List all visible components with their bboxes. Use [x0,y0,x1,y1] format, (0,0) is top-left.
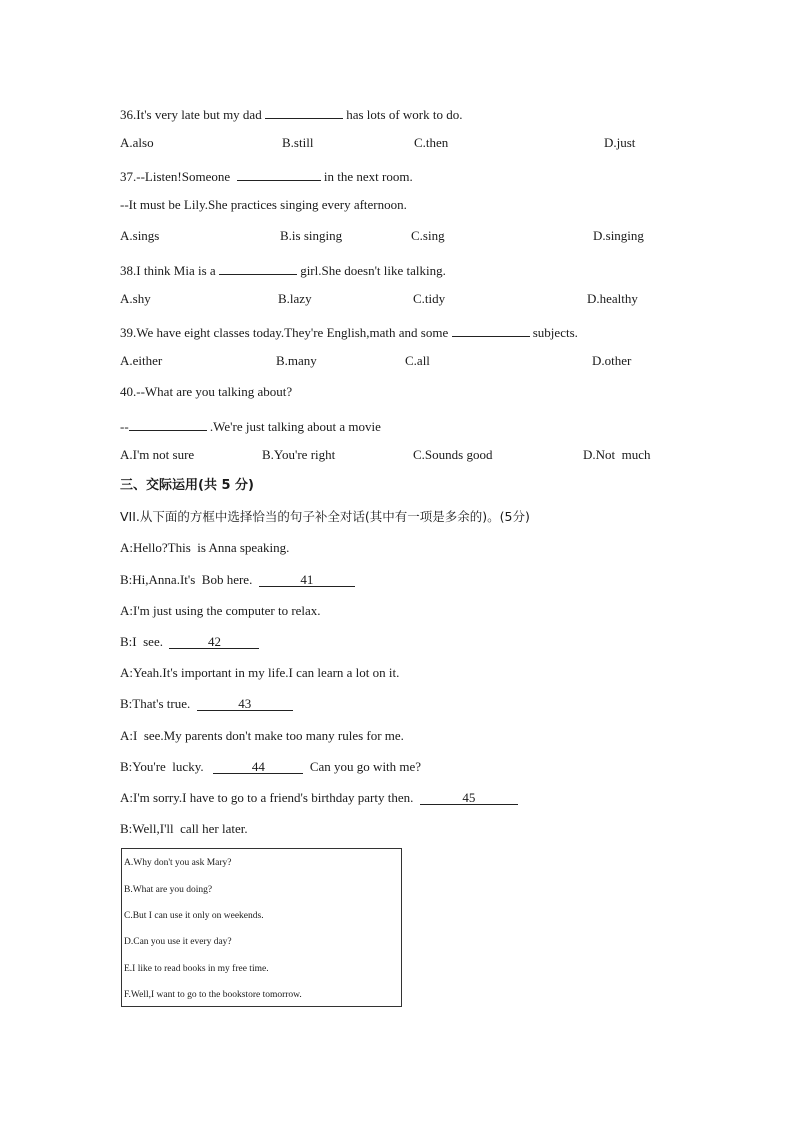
q40-reply-after: .We're just talking about a movie [206,419,381,434]
box-option-d[interactable]: D.Can you use it every day? [124,937,232,947]
question-40: 40.--What are you talking about? [120,384,293,399]
box-option-b[interactable]: B.What are you doing? [124,885,213,895]
q36-blank[interactable] [265,104,343,119]
q36-option-a[interactable]: A.also [120,135,154,150]
q37-option-b[interactable]: B.is singing [280,228,343,243]
dialogue-line-8 [120,759,421,775]
q37-option-a[interactable]: A.sings [120,228,160,243]
dialogue-line-6-text: B:That's true. [120,696,197,711]
question-39 [120,322,578,341]
q39-option-a[interactable]: A.either [120,353,163,368]
q40-reply [120,416,381,435]
q36-stem-before: 36.It's very late but my dad [120,107,265,122]
q36-option-b[interactable]: B.still [282,135,314,150]
dialogue-line-8-after: Can you go with me? [303,759,422,774]
q39-option-c[interactable]: C.all [405,353,430,368]
q40-blank[interactable] [129,416,207,431]
blank-45[interactable]: 45 [420,790,518,805]
dialogue-line-2-text: B:Hi,Anna.It's Bob here. [120,572,259,587]
box-option-f[interactable]: F.Well,I want to go to the bookstore tomorrow. [124,990,302,1000]
q40-option-a[interactable]: A.I'm not sure [120,447,195,462]
dialogue-line-6 [120,696,293,712]
question-38 [120,260,446,279]
q38-stem-after: girl.She doesn't like talking. [296,263,446,278]
q36-option-d[interactable]: D.just [604,135,636,150]
q38-blank[interactable] [219,260,297,275]
q40-option-d[interactable]: D.Not much [583,447,651,462]
options-box [121,848,402,1007]
q38-option-d[interactable]: D.healthy [587,291,638,306]
blank-43[interactable]: 43 [197,696,293,711]
q37-stem-before: 37.--Listen!Someone [120,169,237,184]
q37-reply: --It must be Lily.She practices singing every afternoon. [120,197,407,212]
q38-option-a[interactable]: A.shy [120,291,151,306]
q37-stem-after: in the next room. [320,169,413,184]
q36-stem-after: has lots of work to do. [342,107,463,122]
q40-reply-before: -- [120,419,129,434]
question-36 [120,104,462,123]
section-instruction: VII.从下面的方框中选择恰当的句子补全对话(其中有一项是多余的)。(5分) [120,509,530,524]
dialogue-line-3: A:I'm just using the computer to relax. [120,603,321,618]
dialogue-line-9-text: A:I'm sorry.I have to go to a friend's birthday party then. [120,790,420,805]
dialogue-line-2 [120,572,355,588]
dialogue-line-4 [120,634,259,650]
question-37 [120,166,413,185]
q36-option-c[interactable]: C.then [414,135,449,150]
q38-option-b[interactable]: B.lazy [278,291,312,306]
dialogue-line-8-text: B:You're lucky. [120,759,214,774]
blank-44[interactable]: 44 [213,759,303,774]
q40-option-b[interactable]: B.You're right [262,447,336,462]
q39-option-b[interactable]: B.many [276,353,317,368]
q38-stem-before: 38.I think Mia is a [120,263,219,278]
section-heading: 三、交际运用(共 5 分) [120,478,254,493]
dialogue-line-5: A:Yeah.It's important in my life.I can learn a lot on it. [120,665,400,680]
box-option-c[interactable]: C.But I can use it only on weekends. [124,911,264,921]
dialogue-line-4-text: B:I see. [120,634,170,649]
dialogue-line-9 [120,790,518,806]
box-option-a[interactable]: A.Why don't you ask Mary? [124,858,232,868]
blank-41[interactable]: 41 [259,572,355,587]
q38-option-c[interactable]: C.tidy [413,291,446,306]
blank-42[interactable]: 42 [169,634,259,649]
dialogue-line-10: B:Well,I'll call her later. [120,821,248,836]
dialogue-line-1: A:Hello?This is Anna speaking. [120,540,290,555]
q37-option-c[interactable]: C.sing [411,228,445,243]
q40-option-c[interactable]: C.Sounds good [413,447,493,462]
q39-blank[interactable] [452,322,530,337]
q39-stem-after: subjects. [529,325,578,340]
dialogue-line-7: A:I see.My parents don't make too many rules for me. [120,728,404,743]
q37-option-d[interactable]: D.singing [593,228,644,243]
q39-stem-before: 39.We have eight classes today.They're English,math and some [120,325,452,340]
q39-option-d[interactable]: D.other [592,353,632,368]
q37-blank[interactable] [237,166,321,181]
box-option-e[interactable]: E.I like to read books in my free time. [124,964,269,974]
